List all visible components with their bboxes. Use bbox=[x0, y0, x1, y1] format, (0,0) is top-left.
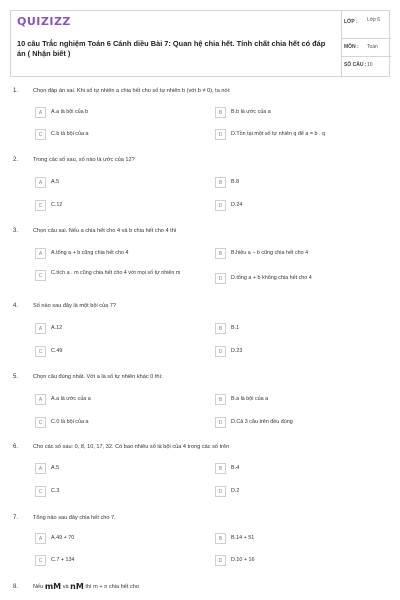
question-number: 5. bbox=[13, 374, 19, 380]
question-number: 7. bbox=[13, 515, 19, 521]
question-number: 4. bbox=[13, 303, 19, 309]
answer-option[interactable] bbox=[35, 417, 191, 430]
option-letter: B bbox=[215, 463, 226, 474]
option-text: D.23 bbox=[231, 348, 243, 354]
option-letter: A bbox=[35, 107, 46, 118]
math-fragment-image: mM bbox=[44, 582, 62, 591]
option-letter: A bbox=[35, 463, 46, 474]
option-text: C.0 là bội của a bbox=[51, 419, 89, 425]
question-number: 1. bbox=[13, 88, 19, 94]
option-letter: D bbox=[215, 346, 226, 357]
option-letter: B bbox=[215, 248, 226, 259]
option-text: B.hiệu a − b cũng chia hết cho 4 bbox=[231, 250, 309, 256]
option-text: A.a là bội của b bbox=[51, 109, 89, 115]
option-text: B.8 bbox=[231, 179, 240, 185]
option-letter: D bbox=[215, 555, 226, 566]
answer-option[interactable] bbox=[215, 555, 371, 568]
question-text: Cho các số sau: 0, 8, 10, 17, 32. Có bao nhiêu số là bội của 4 trong các số trên bbox=[33, 444, 230, 450]
answer-option[interactable] bbox=[215, 346, 371, 359]
option-letter: D bbox=[215, 417, 226, 428]
option-text: B.1 bbox=[231, 325, 240, 331]
answer-option[interactable] bbox=[215, 129, 371, 142]
question-number: 8. bbox=[13, 584, 19, 590]
question-text: Trong các số sau, số nào là ước của 12? bbox=[33, 157, 135, 163]
option-letter: C bbox=[35, 270, 46, 281]
answer-option[interactable] bbox=[35, 533, 191, 546]
option-letter: C bbox=[35, 417, 46, 428]
socau-value: 10 bbox=[367, 62, 373, 68]
answer-option[interactable] bbox=[215, 463, 371, 476]
option-letter: D bbox=[215, 486, 226, 497]
option-letter: D bbox=[215, 129, 226, 140]
option-letter: B bbox=[215, 323, 226, 334]
option-letter: C bbox=[35, 346, 46, 357]
answer-option[interactable] bbox=[35, 323, 191, 336]
answer-option[interactable] bbox=[35, 486, 191, 499]
option-letter: A bbox=[35, 394, 46, 405]
option-letter: C bbox=[35, 486, 46, 497]
answer-option[interactable] bbox=[35, 346, 191, 359]
option-text: B.a là bội của a bbox=[231, 396, 269, 402]
mon-label: MÔN : bbox=[344, 44, 359, 50]
option-text: C.tích a . m cũng chia hết cho 4 với mọi số tự nhiên m bbox=[51, 270, 181, 276]
answer-option[interactable] bbox=[215, 486, 371, 499]
question-text bbox=[33, 582, 139, 591]
option-text: C.3 bbox=[51, 488, 60, 494]
question-text-part: Nếu bbox=[33, 583, 44, 590]
answer-option[interactable] bbox=[215, 248, 371, 261]
answer-option[interactable] bbox=[35, 200, 191, 213]
answer-option[interactable] bbox=[35, 177, 191, 190]
option-text: D.Tồn tại một số tự nhiên q để a = b . q bbox=[231, 131, 325, 137]
question-text: Chọn câu đúng nhất. Với a là số tự nhiên khác 0 thì: bbox=[33, 374, 163, 380]
answer-option[interactable] bbox=[215, 323, 371, 336]
meta-divider bbox=[341, 38, 391, 39]
worksheet-title: 10 câu Trắc nghiệm Toán 6 Cánh diều Bài 7: Quan hệ chia hết. Tính chất chia hết có đáp án ( Nhận biết ) bbox=[17, 39, 326, 58]
mon-value: Toán bbox=[367, 44, 378, 50]
answer-option[interactable] bbox=[215, 200, 371, 213]
option-text: D.Cả 3 câu trên đều đúng bbox=[231, 419, 293, 425]
option-text: B.14 + 51 bbox=[231, 535, 255, 541]
question-number: 2. bbox=[13, 157, 19, 163]
option-text: A.12 bbox=[51, 325, 63, 331]
option-letter: B bbox=[215, 394, 226, 405]
question-text-part: và bbox=[62, 583, 69, 590]
option-letter: C bbox=[35, 129, 46, 140]
lop-label: LỚP : bbox=[344, 19, 358, 25]
question-number: 6. bbox=[13, 444, 19, 450]
math-fragment-image: nM bbox=[70, 582, 84, 591]
option-text: A.5 bbox=[51, 179, 60, 185]
option-text: B.4 bbox=[231, 465, 240, 471]
question-number: 3. bbox=[13, 228, 19, 234]
option-text: C.49 bbox=[51, 348, 63, 354]
option-text: A.5 bbox=[51, 465, 60, 471]
option-letter: A bbox=[35, 323, 46, 334]
option-text: D.tổng a + b không chia hết cho 4 bbox=[231, 275, 312, 281]
answer-option[interactable] bbox=[215, 273, 371, 286]
option-text: B.b là ước của a bbox=[231, 109, 271, 115]
answer-option[interactable] bbox=[35, 129, 191, 142]
quizizz-logo: QUIZIZZ bbox=[17, 15, 71, 28]
answer-option[interactable] bbox=[35, 107, 191, 120]
option-text: A.49 + 70 bbox=[51, 535, 75, 541]
question-text-part: thì m + n chia hết cho bbox=[85, 583, 140, 590]
question-text: Tổng nào sau đây chia hết cho 7. bbox=[33, 515, 116, 521]
option-text: C.12 bbox=[51, 202, 63, 208]
answer-option[interactable] bbox=[215, 394, 371, 407]
option-letter: D bbox=[215, 200, 226, 211]
option-letter: A bbox=[35, 177, 46, 188]
answer-option[interactable] bbox=[215, 533, 371, 546]
option-text: D.2 bbox=[231, 488, 240, 494]
option-text: C.b là bội của a bbox=[51, 131, 89, 137]
socau-label: SỐ CÂU : bbox=[344, 62, 367, 68]
question-text: Chọn câu sai. Nếu a chia hết cho 4 và b chia hết cho 4 thì bbox=[33, 228, 177, 234]
worksheet-header bbox=[10, 10, 390, 77]
option-letter: B bbox=[215, 177, 226, 188]
option-letter: A bbox=[35, 248, 46, 259]
option-text: C.7 + 134 bbox=[51, 557, 75, 563]
answer-option[interactable] bbox=[215, 177, 371, 190]
option-letter: B bbox=[215, 533, 226, 544]
option-text: D.24 bbox=[231, 202, 243, 208]
option-letter: C bbox=[35, 555, 46, 566]
option-letter: D bbox=[215, 273, 226, 284]
answer-option[interactable] bbox=[35, 394, 191, 407]
answer-option[interactable] bbox=[215, 417, 371, 430]
lop-value: Lớp 6 bbox=[367, 17, 381, 23]
option-letter: A bbox=[35, 533, 46, 544]
question-text: Số nào sau đây là một bội của 7? bbox=[33, 303, 117, 309]
meta-divider bbox=[341, 56, 391, 57]
option-letter: B bbox=[215, 107, 226, 118]
question-text: Chọn đáp án sai. Khi số tự nhiên a chia hết cho số tự nhiên b (với b ≠ 0), ta nói: bbox=[33, 88, 231, 94]
option-text: A.a là ước của a bbox=[51, 396, 91, 402]
option-text: D.10 + 16 bbox=[231, 557, 255, 563]
answer-option[interactable] bbox=[35, 555, 191, 568]
answer-option[interactable] bbox=[35, 248, 191, 261]
answer-option[interactable] bbox=[215, 107, 371, 120]
answer-option[interactable] bbox=[35, 463, 191, 476]
option-letter: C bbox=[35, 200, 46, 211]
answer-option[interactable] bbox=[35, 270, 191, 283]
option-text: A.tổng a + b cũng chia hết cho 4 bbox=[51, 250, 129, 256]
